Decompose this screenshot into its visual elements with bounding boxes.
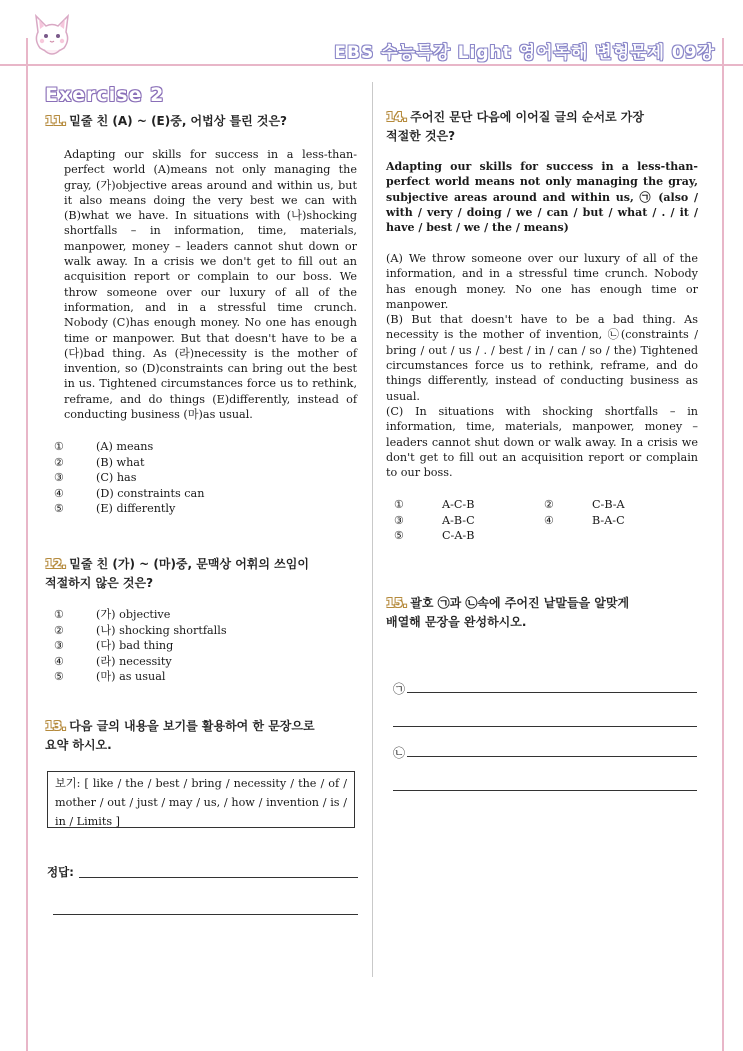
q14-paragraphs xyxy=(386,251,698,480)
q14-choices xyxy=(394,497,694,544)
q14-choice-1[interactable]: A-C-B xyxy=(442,498,475,511)
header-rule xyxy=(0,64,743,66)
column-divider xyxy=(372,82,373,977)
q14-choice-2-mark[interactable]: ② xyxy=(544,498,555,511)
q12-heading xyxy=(45,555,309,593)
left-margin-rule xyxy=(26,38,28,1051)
q15-heading xyxy=(386,594,629,632)
q15-prompt-line2: 배열해 문장을 완성하시오. xyxy=(386,615,527,629)
q15-answer-line-2a[interactable] xyxy=(407,756,697,757)
q11-choice-4[interactable]: ④ (D) constraints can xyxy=(54,486,205,500)
q12-prompt-line2: 적절하지 않은 것은? xyxy=(45,576,154,590)
q11-heading xyxy=(45,112,287,131)
right-margin-rule xyxy=(722,38,724,1051)
exercise-title: Exercise 2 xyxy=(45,84,165,106)
q11-choice-1[interactable]: ① (A) means xyxy=(54,440,154,453)
q11-choice-5[interactable]: ⑤ (E) differently xyxy=(54,502,176,515)
q12-number: 12. xyxy=(45,557,67,571)
q14-paragraph-b: (B) But that doesn't have to be a bad thing. As necessity is the mother of invention, ㉡(constraints / bring / out / us / . / best / in / can / so / the) Tightened circumstances force us to rethink, reframe, and do things differently, instead of conducting business as usual. xyxy=(386,313,698,403)
q15-answer-line-1b[interactable] xyxy=(393,726,697,727)
q14-choice-3[interactable]: A-B-C xyxy=(442,513,475,527)
q14-choice-1-mark[interactable]: ① xyxy=(394,498,405,511)
q14-paragraph-c: (C) In situations with shocking shortfalls – in information, time, materials, manpower, money – leaders cannot shut down or walk away. In a crisis we don't get to fill out an acquisition report or complain to our boss. xyxy=(386,404,698,480)
q14-number: 14. xyxy=(386,110,408,124)
q14-choice-3-mark[interactable]: ③ xyxy=(394,513,405,527)
q11-choices xyxy=(54,439,204,517)
q15-label-2: ㉡ xyxy=(393,746,406,760)
q12-choice-4[interactable]: ④ (라) necessity xyxy=(54,654,172,668)
cat-logo-icon xyxy=(30,12,74,60)
q11-choice-2[interactable]: ② (B) what xyxy=(54,455,145,469)
q12-choices xyxy=(54,607,227,685)
q14-choice-4-mark[interactable]: ④ xyxy=(544,513,555,527)
q14-choice-5-mark[interactable]: ⑤ xyxy=(394,529,405,542)
q15-prompt-line1: 괄호 ㉠과 ㉡속에 주어진 낱말들을 알맞게 xyxy=(410,596,630,610)
q14-paragraph-a: (A) We throw someone over our luxury of all of the information, and in a stressful time crunch. Nobody has enough money. No one has enough time or manpower. xyxy=(386,252,698,311)
q11-prompt: 밑줄 친 (A) ~ (E)중, 어법상 틀린 것은? xyxy=(69,114,288,128)
q14-heading xyxy=(386,108,644,146)
q12-choice-1[interactable]: ① (가) objective xyxy=(54,608,171,621)
q13-answer-line-1[interactable] xyxy=(79,877,358,878)
q15-label-1: ㉠ xyxy=(393,682,406,696)
q12-choice-3[interactable]: ③ (다) bad thing xyxy=(54,639,174,652)
q13-answer-label: 정답: xyxy=(47,865,74,879)
q14-choice-4[interactable]: B-A-C xyxy=(592,513,625,527)
q15-answer-line-1a[interactable] xyxy=(407,692,697,693)
q11-passage xyxy=(64,147,357,422)
q13-bogi-box: 보기: [ like / the / best / bring / necessity / the / of / mother / out / just / may / us, / how / invention / is / in / Limits ] xyxy=(47,771,355,828)
q14-given-paragraph xyxy=(386,159,698,235)
q13-answer-line-2[interactable] xyxy=(53,914,358,915)
q14-choice-2[interactable]: C-B-A xyxy=(592,498,625,511)
q13-heading xyxy=(45,717,315,755)
q14-prompt-line2: 적절한 것은? xyxy=(386,129,456,143)
q12-prompt-line1: 밑줄 친 (가) ~ (마)중, 문맥상 어휘의 쓰임이 xyxy=(69,557,309,571)
q12-choice-5[interactable]: ⑤ (마) as usual xyxy=(54,670,166,683)
q12-choice-2[interactable]: ② (나) shocking shortfalls xyxy=(54,623,227,637)
q14-given-text: Adapting our skills for success in a less-than-perfect world means not only managing the gray, subjective areas around and within us, ㉠ (also / with / very / doing / we / can / but / what / . / it / have / best / we / the / means) xyxy=(386,160,698,235)
q11-passage-text: Adapting our skills for success in a less-than-perfect world (A)means not only managing the gray, (가)objective areas around and within us, but it also means doing the very best we can with (B)what we have. In situations with (나)shocking shortfalls – in information, time, materials, manpower, money – leaders cannot shut down or walk away. In a crisis we don't get to fill out an acquisition report or complain to our boss. We throw someone over our luxury of all of the information, and in a stressful time crunch. Nobody (C)has enough money. No one has enough time or manpower. But that doesn't have to be a (다)bad thing. As (라)necessity is the mother of invention, so (D)constraints can bring out the best in us. Tightened circumstances force us to rethink, reframe, and do things (E)differently, instead of conducting business (마)as usual. xyxy=(64,148,357,422)
q13-prompt-line2: 요약 하시오. xyxy=(45,738,112,752)
q15-answer-line-2b[interactable] xyxy=(393,790,697,791)
q14-choice-5[interactable]: C-A-B xyxy=(442,529,475,542)
q13-number: 13. xyxy=(45,719,67,733)
q14-prompt-line1: 주어진 문단 다음에 이어질 글의 순서로 가장 xyxy=(410,110,644,124)
document-title: EBS 수능특강 Light 영어독해 변형문제 09강 xyxy=(334,43,715,63)
q13-prompt-line1: 다음 글의 내용을 보기를 활용하여 한 문장으로 xyxy=(69,719,315,733)
q15-number: 15. xyxy=(386,596,408,610)
q11-number: 11. xyxy=(45,114,67,128)
q11-choice-3[interactable]: ③ (C) has xyxy=(54,471,137,484)
